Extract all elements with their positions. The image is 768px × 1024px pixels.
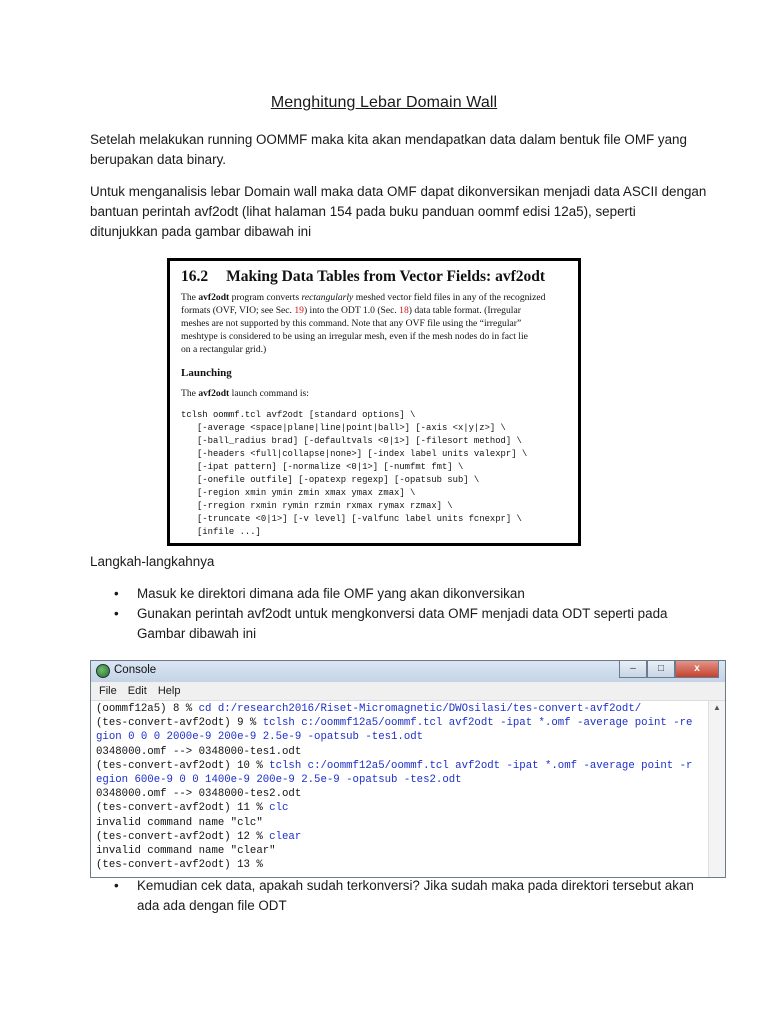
list-item-text: Gunakan perintah avf2odt untuk mengkonversi data OMF menjadi data ODT seperti pada xyxy=(137,606,668,621)
minimize-button[interactable]: – xyxy=(619,661,647,678)
code-line: [infile ...] xyxy=(181,527,261,537)
console-line: 0348000.omf --> 0348000-tes2.odt xyxy=(96,788,302,801)
section-body-line: on a rectangular grid.) xyxy=(181,344,267,355)
launch-command-code xyxy=(181,409,527,539)
console-line: (oommf12a5) 8 % cd d:/research2016/Riset-Micromagnetic/DWOsilasi/tes-convert-avf2odt/ xyxy=(96,703,642,715)
code-line: [-rregion rxmin rymin rzmin rxmax rymax rzmax] \ xyxy=(181,501,453,511)
analysis-paragraph xyxy=(90,182,707,242)
console-line: 0348000.omf --> 0348000-tes1.odt xyxy=(96,745,302,758)
list-item xyxy=(90,584,690,604)
list-item-text: ada ada dengan file ODT xyxy=(137,898,287,913)
list-item xyxy=(90,876,694,916)
page-title: Menghitung Lebar Domain Wall xyxy=(270,94,498,111)
console-line: invalid command name "clc" xyxy=(96,816,263,829)
code-line: tclsh oommf.tcl avf2odt [standard options] \ xyxy=(181,410,416,420)
bullet-icon: • xyxy=(114,586,119,601)
console-menubar xyxy=(91,682,725,701)
console-window xyxy=(90,660,726,878)
section-body-line: meshtype is considered to be using an irregular mesh, even if the mesh nodes do in fact lie xyxy=(181,331,528,342)
menu-edit[interactable]: Edit xyxy=(127,685,147,697)
code-line: [-ipat pattern] [-normalize <0|1>] [-numfmt fmt] \ xyxy=(181,462,464,472)
analysis-line: bantuan perintah avf2odt (lihat halaman 154 pada buku panduan oommf edisi 12a5), seperti xyxy=(90,204,636,219)
steps-heading: Langkah-langkahnya xyxy=(90,554,215,569)
console-line: (tes-convert-avf2odt) 13 % xyxy=(96,859,263,872)
scroll-up-icon[interactable]: ▲ xyxy=(713,703,721,712)
menu-file[interactable]: File xyxy=(99,685,117,697)
console-line: invalid command name "clear" xyxy=(96,845,276,858)
section-number: 16.2 xyxy=(181,268,209,285)
console-line: gion 0 0 0 2000e-9 200e-9 2.5e-9 -opatsub -tes1.odt xyxy=(96,731,424,744)
code-line: [-headers <full|collapse|none>] [-index label units valexpr] \ xyxy=(181,449,528,459)
code-line: [-truncate <0|1>] [-v level] [-valfunc label units fcnexpr] \ xyxy=(181,514,522,524)
console-titlebar[interactable] xyxy=(91,661,725,682)
list-item xyxy=(90,604,690,644)
console-scrollbar[interactable] xyxy=(708,701,725,877)
section-body-line: meshes are not supported by this command. Note that any OVF file using the “irregular” xyxy=(181,318,522,329)
analysis-line: ditunjukkan pada gambar dibawah ini xyxy=(90,224,312,239)
console-line: (tes-convert-avf2odt) 9 % tclsh c:/oommf12a5/oommf.tcl avf2odt -ipat *.omf -average point -re xyxy=(96,717,693,730)
intro-line: Setelah melakukan running OOMMF maka kita akan mendapatkan data dalam bentuk file OMF yang xyxy=(90,132,687,147)
menu-help[interactable]: Help xyxy=(157,685,181,697)
list-item-text: Kemudian cek data, apakah sudah terkonversi? Jika sudah maka pada direktori tersebut akan xyxy=(137,878,694,893)
section-heading xyxy=(181,268,545,286)
close-button[interactable]: x xyxy=(675,661,719,678)
console-line: egion 600e-9 0 0 1400e-9 200e-9 2.5e-9 -opatsub -tes2.odt xyxy=(96,774,462,787)
code-line: [-ball_radius brad] [-defaultvals <0|1>] [-filesort method] \ xyxy=(181,436,522,446)
intro-line: berupakan data binary. xyxy=(90,152,226,167)
manual-excerpt-figure xyxy=(167,258,581,546)
console-app-icon xyxy=(96,664,110,678)
bullet-icon: • xyxy=(114,878,119,893)
code-line: [-region xmin ymin zmin xmax ymax zmax] \ xyxy=(181,488,416,498)
console-title: Console xyxy=(114,664,157,676)
window-controls xyxy=(619,661,719,678)
section-body xyxy=(181,291,545,356)
section-body-line: The avf2odt program converts rectangularly meshed vector field files in any of the recognized xyxy=(181,292,546,303)
console-line: (tes-convert-avf2odt) 10 % tclsh c:/oommf12a5/oommf.tcl avf2odt -ipat *.omf -average point -r xyxy=(96,759,693,772)
launching-heading: Launching xyxy=(181,367,232,379)
analysis-line: Untuk menganalisis lebar Domain wall maka data OMF dapat dikonversikan menjadi data ASCII dengan xyxy=(90,184,707,199)
list-item-text: Masuk ke direktori dimana ada file OMF yang akan dikonversikan xyxy=(137,586,525,601)
list-item-text: Gambar dibawah ini xyxy=(137,626,257,641)
section-body-line: formats (OVF, VIO; see Sec. 19) into the ODT 1.0 (Sec. 18) data table format. (Irregular xyxy=(181,305,521,316)
intro-paragraph xyxy=(90,130,690,170)
console-line: (tes-convert-avf2odt) 12 % clear xyxy=(96,830,302,843)
bullet-icon: • xyxy=(114,606,119,621)
console-line: (tes-convert-avf2odt) 11 % clc xyxy=(96,802,289,815)
section-title: Making Data Tables from Vector Fields: avf2odt xyxy=(226,268,546,285)
launch-text: The avf2odt launch command is: xyxy=(181,388,309,399)
code-line: [-average <space|plane|line|point|ball>] [-axis <x|y|z>] \ xyxy=(181,423,506,433)
steps-list xyxy=(90,584,690,644)
check-list xyxy=(90,876,694,916)
console-output[interactable] xyxy=(96,702,693,872)
maximize-button[interactable]: □ xyxy=(647,661,675,678)
code-line: [-onefile outfile] [-opatexp regexp] [-opatsub sub] \ xyxy=(181,475,480,485)
